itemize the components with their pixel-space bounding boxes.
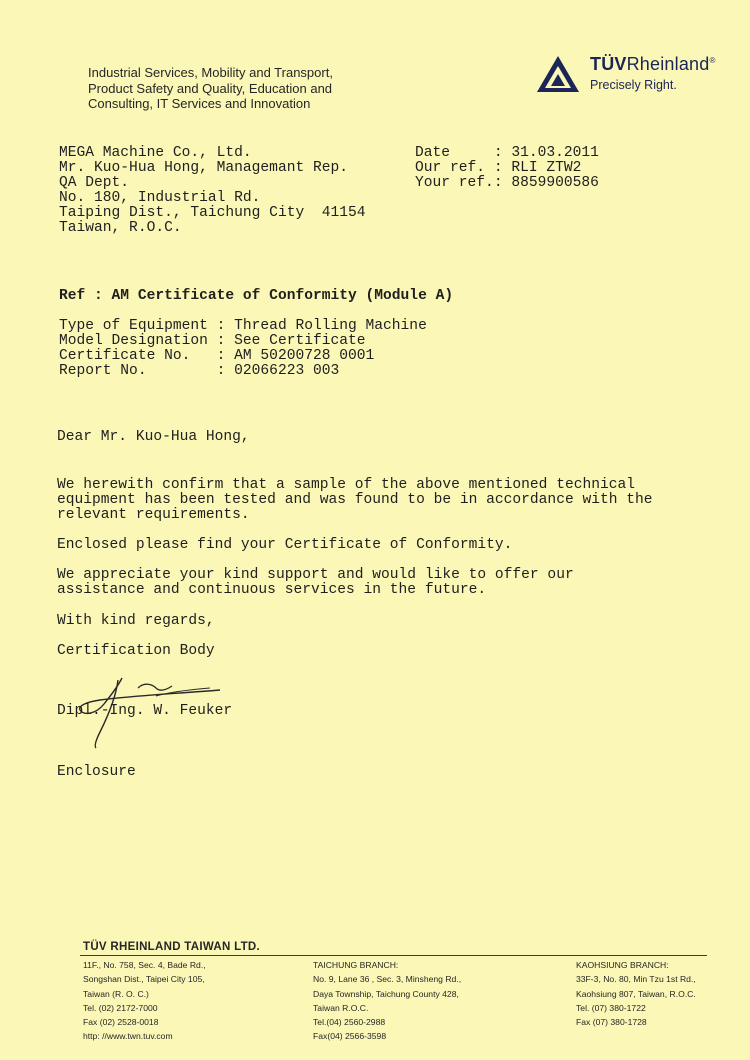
signatory-name: Dipl.-Ing. W. Feuker [57,703,233,719]
enclosure-label: Enclosure [57,764,136,780]
footer-line: KAOHSIUNG BRANCH: [576,960,669,970]
footer-taichung-branch [313,958,461,1044]
paragraph-line: assistance and continuous services in the future. [57,582,487,598]
detail-row: Report No. : 02066223 003 [59,363,340,379]
paragraph-enclosed: Enclosed please find your Certificate of Conformity. [57,537,513,553]
tagline-line: Industrial Services, Mobility and Transport, [88,65,333,80]
detail-row: Type of Equipment : Thread Rolling Machine [59,318,427,334]
footer-line: No. 9, Lane 36 , Sec. 3, Minsheng Rd., [313,974,462,985]
logo-light: Rheinland [626,54,710,74]
footer-line: Kaohsiung 807, Taiwan, R.O.C. [576,988,696,999]
footer-company-name: TÜV RHEINLAND TAIWAN LTD. [83,941,261,953]
footer-line: http: //www.twn.tuv.com [83,1031,173,1042]
logo-tagline: Precisely Right. [590,78,677,92]
reference-block [415,146,599,191]
footer-line: Daya Township, Taichung County 428, [313,988,459,999]
paragraph-line: relevant requirements. [57,507,250,523]
recipient-address [59,146,366,236]
footer-line: Taiwan R.O.C. [313,1002,369,1013]
subject-line: Ref : AM Certificate of Conformity (Module A) [59,288,454,304]
paragraph-line: We appreciate your kind support and would like to offer our [57,567,574,583]
footer-line: Fax(04) 2566-3598 [313,1031,387,1042]
paragraph-appreciation [57,568,574,598]
footer-line: Fax (07) 380-1728 [576,1017,647,1028]
logo-bold: TÜV [590,54,627,74]
address-line: MEGA Machine Co., Ltd. [59,145,252,161]
address-line: Taiwan, R.O.C. [59,220,182,236]
footer-line: 11F., No. 758, Sec. 4, Bade Rd., [83,960,206,970]
greeting: Dear Mr. Kuo-Hua Hong, [57,429,250,445]
footer-divider [80,955,707,956]
detail-row: Model Designation : See Certificate [59,333,366,349]
footer-kaohsiung-branch [576,958,696,1029]
closing: With kind regards, [57,613,215,629]
detail-row: Certificate No. : AM 50200728 0001 [59,348,375,364]
tagline-line: Consulting, IT Services and Innovation [88,96,311,111]
certification-body: Certification Body [57,643,215,659]
footer-line: Tel.(04) 2560-2988 [313,1017,386,1028]
paragraph-confirmation [57,478,653,523]
footer-line: Tel. (02) 2172-7000 [83,1002,158,1013]
header-tagline [88,65,333,112]
logo-wordmark [590,54,716,75]
tuv-triangle-logo-icon [535,54,581,94]
footer-line: TAICHUNG BRANCH: [313,960,399,970]
logo-registered-mark: ® [709,56,716,65]
equipment-details [59,319,427,379]
our-ref-line: Our ref. : RLI ZTW2 [415,160,582,176]
footer-head-office [83,958,206,1044]
paragraph-line: We herewith confirm that a sample of the above mentioned technical [57,477,636,493]
your-ref-line: Your ref.: 8859900586 [415,175,599,191]
address-line: QA Dept. [59,175,130,191]
address-line: Taiping Dist., Taichung City 41154 [59,205,366,221]
date-line: Date : 31.03.2011 [415,145,599,161]
address-line: No. 180, Industrial Rd. [59,190,261,206]
footer-line: Fax (02) 2528-0018 [83,1017,159,1028]
address-line: Mr. Kuo-Hua Hong, Managemant Rep. [59,160,349,176]
footer-line: Taiwan (R. O. C.) [83,988,149,999]
footer-line: Songshan Dist., Taipei City 105, [83,974,205,985]
paragraph-line: equipment has been tested and was found to be in accordance with the [57,492,653,508]
tagline-line: Product Safety and Quality, Education and [88,80,333,96]
footer-line: Tel. (07) 380-1722 [576,1002,646,1013]
footer-line: 33F-3, No. 80, Min Tzu 1st Rd., [576,974,696,985]
